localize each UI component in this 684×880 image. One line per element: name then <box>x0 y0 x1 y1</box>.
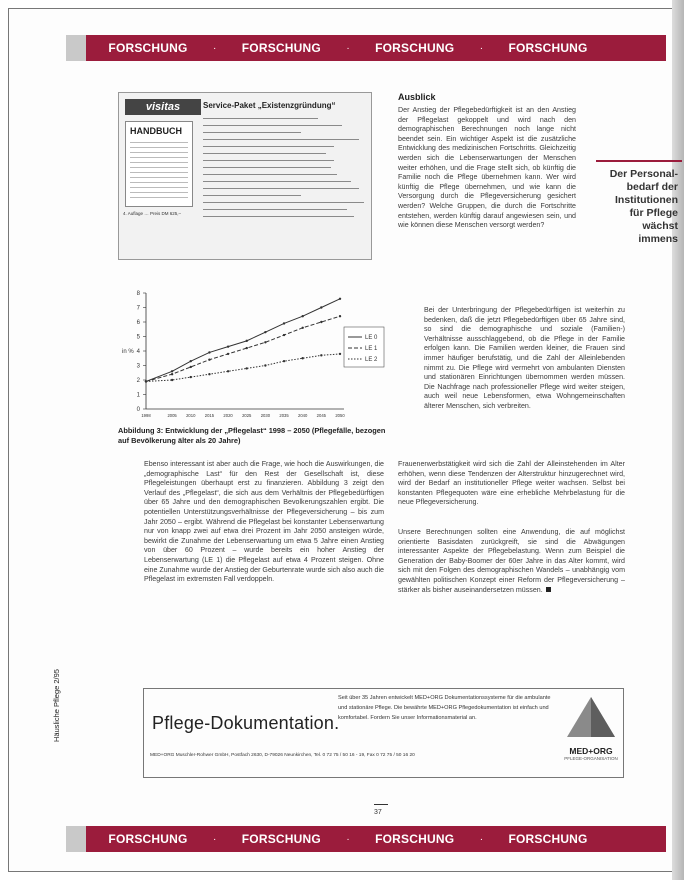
y-tick-label: 2 <box>136 378 140 384</box>
data-point <box>227 353 229 355</box>
y-tick-label: 6 <box>136 320 140 326</box>
article-text-conclusion: Unsere Berechnungen sollten eine Anwendung, die auf möglichst orientierte Basisdaten zurückgreift, sie sind die Abwägungen interessanter Aspekte der Pflegebelastung. Wenn zum Beispiel die Generation der Baby-Boomer der 60er Jahre in das Alter kommt, wird sich mit den Folgen des demographischen Wandels – unabhängig vom gewählten politischen Konzept einer Reform der Pflegeversicherung – stärker als bisher auseinandersetzen müssen. <box>398 528 625 594</box>
data-point <box>227 370 229 372</box>
banner-label: FORSCHUNG <box>508 832 588 846</box>
data-point <box>320 354 322 356</box>
legend-box <box>344 327 384 367</box>
banner-label: FORSCHUNG <box>375 41 455 55</box>
bottom-section-banner <box>86 826 666 852</box>
article-text-right-top: Der Anstieg der Pflegebedürftigkeit ist an den Anstieg der Pflegelast gekoppelt und wird nach den demographischen Berechnungen noch lange nicht beendet sein. Ein wichtiger Aspekt ist die zusätzliche Entwicklung des medizinischen Fortschritts. Gleichzeitig werden sich die Lebenserwartungen der Menschen weiter erhöhen, und die Frage stellt sich, ob künftig die Familie noch die Pflege übernehmen kann. Wer wird künftig die Pflege übernehmen, und wie kann die Versorgung durch die Pflegeversicherung gesichert werden? Welche Gruppen, die durch die Fortschritte entstehen, werden künftig darauf angewiesen sein, und wie können diese Menschen versorgt werden? <box>398 106 576 230</box>
data-point <box>264 331 266 333</box>
pyramid-icon <box>565 695 617 739</box>
data-point <box>320 321 322 323</box>
figure-caption: Abbildung 3: Entwicklung der „Pflegelast“ 1998 – 2050 (Pflegefälle, bezogen auf Bevölkerung älter als 20 Jahre) <box>118 426 386 445</box>
data-point <box>283 322 285 324</box>
y-tick-label: 5 <box>136 334 140 341</box>
data-point <box>145 380 147 382</box>
banner-label: FORSCHUNG <box>375 832 455 846</box>
x-tick-label: 2045 <box>316 413 327 418</box>
y-tick-label: 0 <box>136 407 140 413</box>
banner-label: FORSCHUNG <box>241 832 321 846</box>
x-tick-label: 1998 <box>141 413 151 418</box>
x-tick-label: 2020 <box>223 413 233 418</box>
data-point <box>227 345 229 347</box>
data-point <box>301 357 303 359</box>
article-text-right-mid: Bei der Unterbringung der Pflegebedürftigen ist weiterhin zu bedenken, daß die jetzt Pflegebedürftigen über 65 Jahre sind, so sind die demographische und soziale (Familien-) Verhältnisse ausschlaggebend, ob die Pflege in der Familie erfolgen kann. Die Familien werden kleiner, die Frauen sind immer häufiger berufstätig, und die Zahl der Alleinlebenden nimmt zu. Die Pflege wird vermehrt von ambulanten Diensten und stationären Einrichtungen übernommen werden müssen. Die Nachfrage nach professioneller Pflege wird weiter steigen, auch weil neue Lebensformen, etwa Wohngemeinschaften älterer Menschen, sich verbreiten. <box>424 306 625 410</box>
end-of-article-mark <box>546 587 551 592</box>
pull-quote-rule <box>596 160 682 162</box>
y-axis-label: in % <box>122 349 134 355</box>
pflege-dokumentation-ad <box>143 688 624 778</box>
series-line-le-0 <box>146 299 340 382</box>
data-point <box>264 364 266 366</box>
data-point <box>339 315 341 317</box>
x-tick-label: 2030 <box>260 413 271 418</box>
data-point <box>320 306 322 308</box>
banner-separator: · <box>479 42 484 54</box>
ad-contact-line: MED+ORG Muschler-Rohwer GmbH, Postfach 2630, D-79026 Neunkirchen, Tel. 0 72 75 / 50 16 - 19, Fax 0 72 75 / 50 16 20 <box>150 753 415 758</box>
banner-label: FORSCHUNG <box>508 41 588 55</box>
data-point <box>301 315 303 317</box>
article-text-left: Ebenso interessant ist aber auch die Frage, wie hoch die Auswirkungen, die „demographische Last“ für den Rest der Gesellschaft ist, diese Pflegeleistungen überhaupt erst zu finanzieren. Abbildung 3 zeigt den Verlauf des „Pflegelast“, die sich aus dem Verhältnis der Pflegebedürftigen über 65 Jahre und den demographischen Bevolkerungszahlen ergibt. Die potentiellen Unterstützungsverhältnisse der Pflegeversicherung – bis zum Jahr 2050 – ergibt. Während die Pflegelast bei konstanter Lebenserwartung nur von knapp zwei auf etwa drei Prozent im Jahr 2050 ansteigen würde, bewirkt die Zunahme der Lebenserwartung um etwa 5 Jahre einen Anstieg von über 60 Prozent – wurde bereits ein hoher Anstieg der Lebenserwartung (LE 1) die Pflegelast auf etwa 4 Prozent steigen. Ohne eine Zunahme wurde der Anstieg der Geburtenrate wurde sich also auch die Pflegelast im extremsten Fall verdoppeln. <box>144 460 384 584</box>
data-point <box>283 360 285 362</box>
journal-issue-label: Häusliche Pflege 2/95 <box>52 669 61 742</box>
page-number: 37 <box>374 809 382 816</box>
x-tick-label: 2015 <box>204 413 215 418</box>
data-point <box>190 376 192 378</box>
y-tick-label: 8 <box>136 291 140 297</box>
banner-edge <box>66 826 86 852</box>
banner-separator: · <box>346 833 350 845</box>
article-text-right-bottom: Frauenerwerbstätigkeit wird sich die Zahl der Alleinstehenden im Alter erhöhen, wenn diese Tendenzen der Alterstruktur hinzugerechnet wird, wird der Bedarf an institutioneller Pflege weiter wachsen. Selbst bei konstanten Pflegequoten wäre eine erhebliche Mehrbelastung für die neue Pflegeversicherung. <box>398 460 625 507</box>
handbook-image <box>125 121 193 207</box>
x-tick-label: 2040 <box>298 413 308 418</box>
banner-separator: · <box>346 42 350 54</box>
y-tick-label: 7 <box>136 305 140 312</box>
legend-label: LE 2 <box>365 357 378 363</box>
data-point <box>190 360 192 362</box>
ad-brand-name: Pflege-Dokumentation. <box>152 713 340 733</box>
data-point <box>171 370 173 372</box>
ad-caption: 4. Auflage … Preis DM 625,– <box>123 211 182 216</box>
x-tick-label: 2050 <box>335 413 345 418</box>
data-point <box>208 359 210 361</box>
banner-separator: · <box>213 42 217 54</box>
series-line-le-2 <box>146 354 340 382</box>
banner-separator: · <box>479 833 484 845</box>
data-point <box>171 373 173 375</box>
banner-label: FORSCHUNG <box>241 41 321 55</box>
data-point <box>246 367 248 369</box>
data-point <box>264 341 266 343</box>
page-number-rule <box>374 804 388 805</box>
data-point <box>208 373 210 375</box>
data-point <box>208 351 210 353</box>
top-section-banner <box>86 35 666 61</box>
service-package-ad <box>118 92 372 260</box>
data-point <box>171 379 173 381</box>
data-point <box>283 334 285 336</box>
ad-description: Seit über 35 Jahren entwickelt MED+ORG Dokumentationssysteme für die ambulante und stationäre Pflege. Die bewährte MED+ORG Pflegedokumentation ist einfach und komfortabel. Fordern Sie unser Informationsmaterial an. <box>338 695 551 721</box>
ad-body-text <box>203 115 367 255</box>
data-point <box>301 327 303 329</box>
y-tick-label: 4 <box>136 349 140 355</box>
banner-separator: · <box>213 833 217 845</box>
pull-quote: Der Personal- bedarf der Institutionen für Pflege wächst immens <box>609 168 678 245</box>
data-point <box>190 366 192 368</box>
banner-edge <box>66 35 86 61</box>
banner-label: FORSCHUNG <box>108 832 188 846</box>
x-tick-label: 2025 <box>242 413 252 418</box>
data-point <box>339 353 341 355</box>
legend-label: LE 1 <box>365 346 378 352</box>
y-tick-label: 3 <box>136 363 140 370</box>
logo-subtitle: PFLEGE-ORGANISATION <box>564 756 618 761</box>
x-tick-label: 2005 <box>167 413 177 418</box>
handbook-title: HANDBUCH <box>130 126 182 136</box>
data-point <box>339 298 341 300</box>
y-tick-label: 1 <box>136 392 140 399</box>
x-tick-label: 2010 <box>186 413 196 418</box>
handbook-cover-lines <box>130 142 188 200</box>
data-point <box>246 347 248 349</box>
banner-label: FORSCHUNG <box>108 41 188 55</box>
ad-headline: Service-Paket „Existenzgründung“ <box>203 101 336 110</box>
article-text-right-end <box>398 528 625 604</box>
pflegelast-chart <box>118 287 386 425</box>
x-tick-label: 2035 <box>279 413 289 418</box>
legend-label: LE 0 <box>365 335 378 341</box>
binding-spine <box>672 0 684 880</box>
logo-name: MED+ORG <box>569 746 613 756</box>
data-point <box>246 340 248 342</box>
ad-logo: visitas <box>125 99 201 115</box>
series-line-le-1 <box>146 316 340 381</box>
section-heading: Ausblick <box>398 92 436 102</box>
